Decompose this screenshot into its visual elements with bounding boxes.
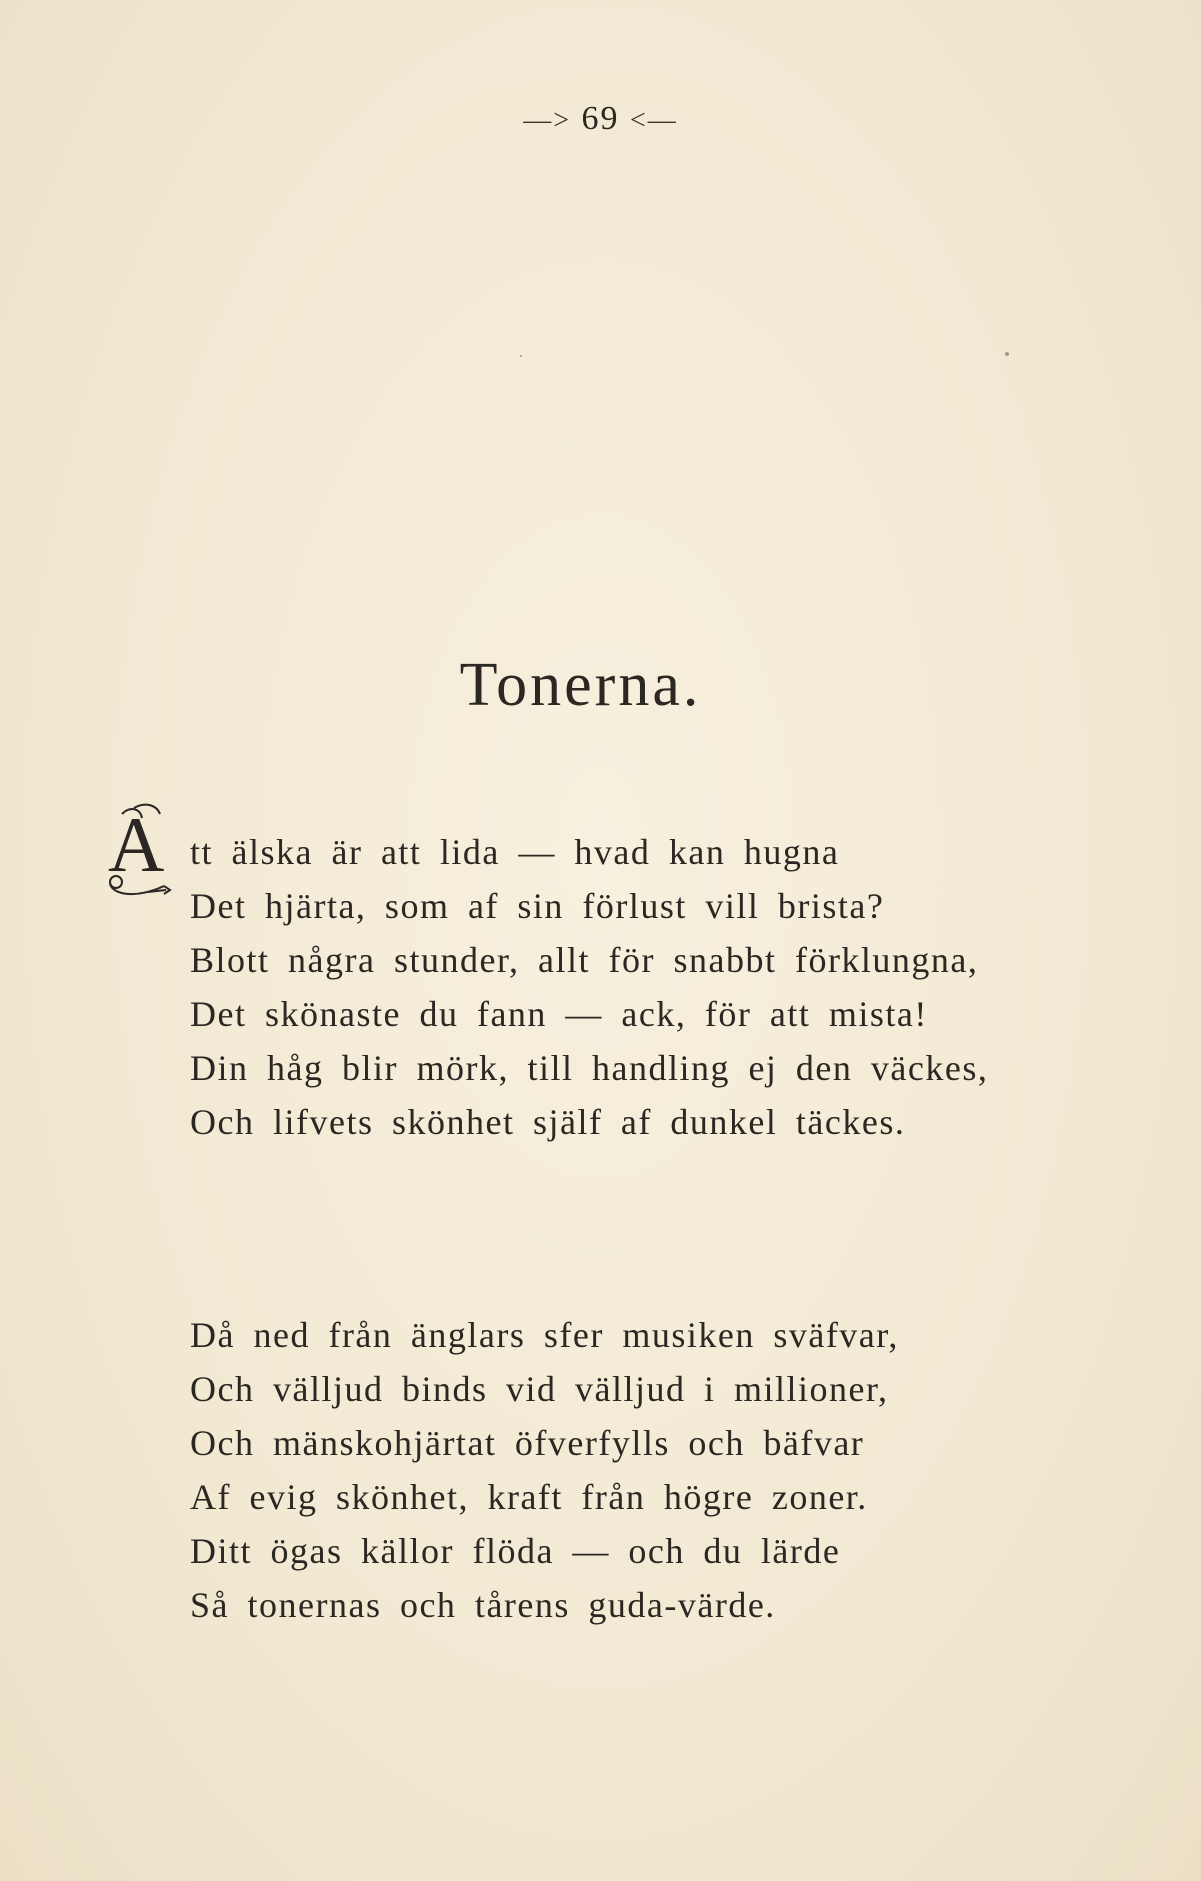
- right-ornament: <—: [630, 105, 678, 136]
- paper-speck: [1005, 352, 1009, 356]
- stanza-1-line-2: Det hjärta, som af sin förlust vill brista?: [190, 886, 885, 926]
- stanza-1: [190, 825, 1010, 1149]
- stanza-1-line-6: Och lifvets skönhet själf af dunkel täckes.: [190, 1102, 906, 1142]
- stanza-1-line-4: Det skönaste du fann — ack, för att mista!: [190, 994, 928, 1034]
- stanza-1-line-1: tt älska är att lida — hvad kan hugna: [190, 832, 840, 872]
- stanza-2-line-6: Så tonernas och tårens guda-värde.: [190, 1585, 776, 1625]
- page-number: [0, 100, 1201, 138]
- stanza-2-line-4: Af evig skönhet, kraft från högre zoner.: [190, 1477, 868, 1517]
- dropcap-letter: A: [108, 801, 165, 888]
- stanza-1-line-5: Din håg blir mörk, till handling ej den väckes,: [190, 1048, 989, 1088]
- stanza-1-line-3: Blott några stunder, allt för snabbt förklungna,: [190, 940, 979, 980]
- stanza-2-line-5: Ditt ögas källor flöda — och du lärde: [190, 1531, 841, 1571]
- stanza-2-line-2: Och välljud binds vid välljud i millioner,: [190, 1369, 889, 1409]
- stanza-2-line-3: Och mänskohjärtat öfverfylls och bäfvar: [190, 1423, 865, 1463]
- stanza-2: [190, 1308, 1010, 1632]
- paper-speck: [520, 355, 522, 357]
- poem-title: Tonerna.: [459, 651, 702, 719]
- left-ornament: —>: [523, 105, 571, 136]
- stanza-2-line-1: Då ned från änglars sfer musiken sväfvar,: [190, 1315, 899, 1355]
- page-number-value: 69: [581, 100, 620, 137]
